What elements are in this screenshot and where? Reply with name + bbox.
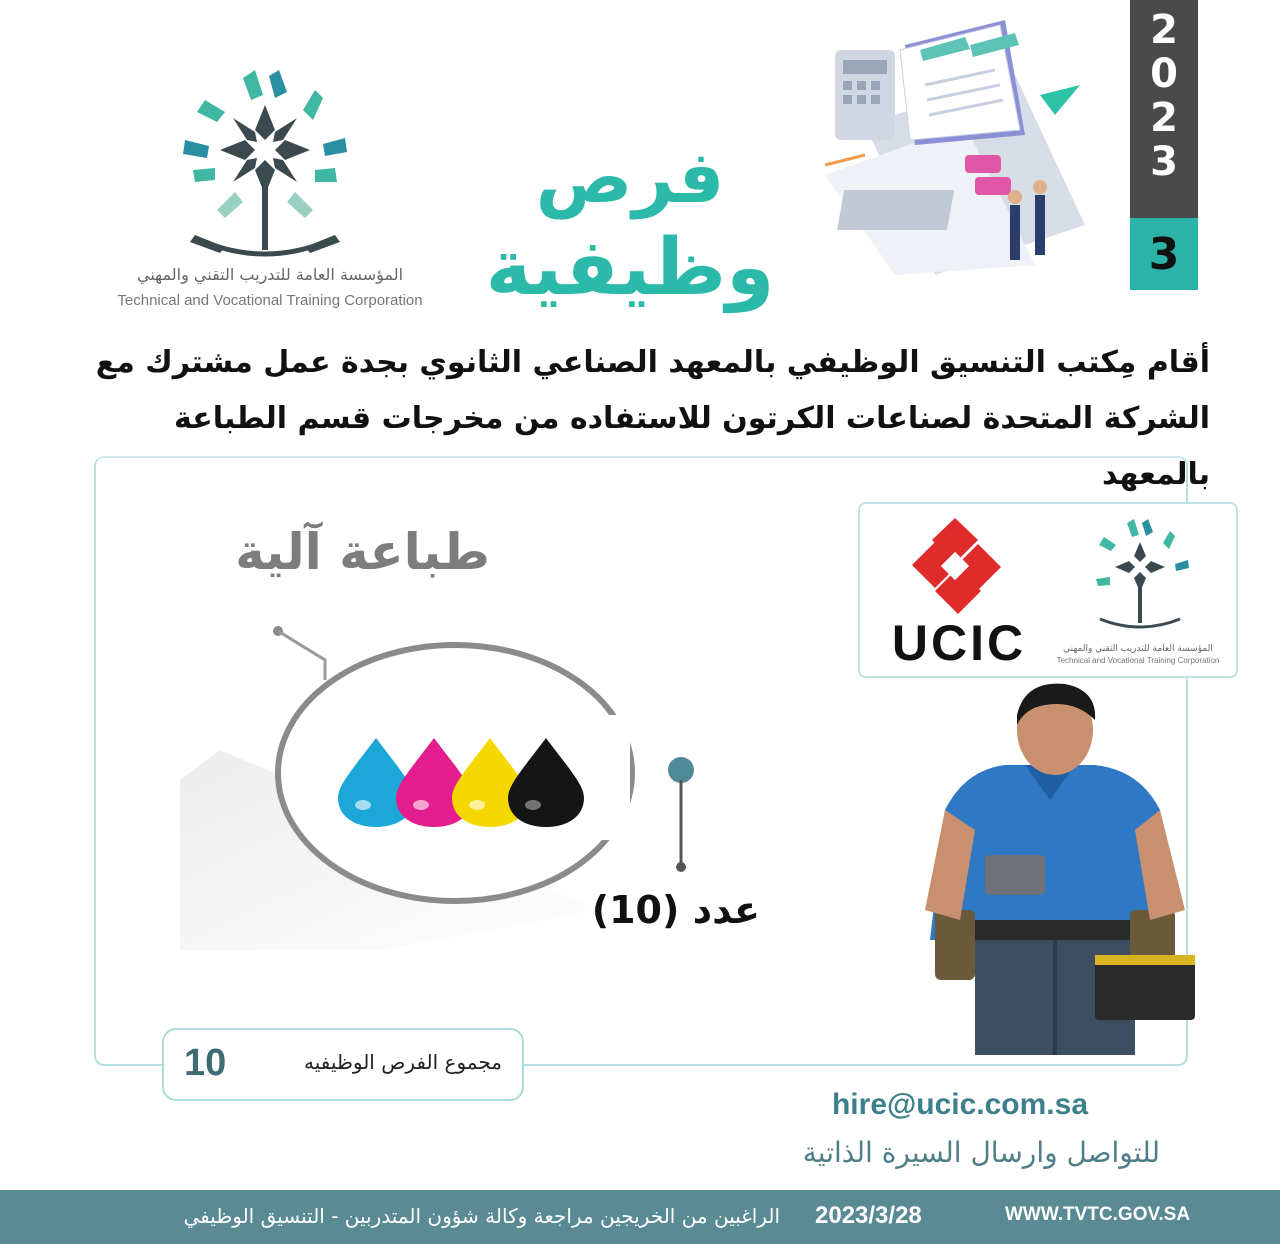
title-line-2: وظيفية: [485, 223, 775, 313]
year-digit: 3: [1150, 139, 1178, 185]
ucic-wordmark: UCIC: [891, 615, 1027, 671]
year-digits: [1130, 8, 1198, 184]
tvtc-star-icon-small: [1085, 512, 1195, 632]
year-digit: 0: [1150, 51, 1178, 97]
partner-logos: [858, 502, 1238, 678]
intro-line-2: الشركة المتحدة لصناعات الكرتون للاستفاده من مخرجات قسم الطباعة بالمعهد: [174, 401, 1210, 492]
total-opportunities-box: [162, 1028, 524, 1101]
specialty-title: طباعة آلية: [235, 523, 490, 581]
year-badge: [1130, 0, 1198, 290]
issue-number: 3: [1130, 218, 1198, 290]
footer-url-link[interactable]: WWW.TVTC.GOV.SA: [1005, 1204, 1191, 1225]
worker-photo: [905, 680, 1200, 1055]
paper-plane-icon: [1040, 85, 1080, 115]
footer-text: الراغبين من الخريجين مراجعة وكالة شؤون المتدربين - التنسيق الوظيفي: [183, 1204, 780, 1228]
partner-tvtc-english: Technical and Vocational Training Corporation: [1056, 656, 1220, 665]
footer-date: 2023/3/28: [815, 1202, 922, 1229]
year-digit: 2: [1150, 95, 1178, 141]
count-label: عدد (10): [591, 888, 760, 932]
intro-line-1: أقام مِكتب التنسيق الوظيفي بالمعهد الصناعي الثانوي بجدة عمل مشترك مع: [95, 345, 1210, 380]
tvtc-star-icon: [90, 60, 450, 260]
year-digit: 2: [1150, 7, 1178, 53]
ucic-logo-icon: [900, 518, 1010, 618]
tvtc-logo: [90, 60, 450, 320]
footer-bar: [0, 1190, 1280, 1244]
partner-tvtc-arabic: المؤسسة العامة للتدريب التقني والمهني: [1063, 644, 1213, 654]
contact-email-link[interactable]: hire@ucic.com.sa: [831, 1088, 1089, 1121]
contact-note: للتواصل وارسال السيرة الذاتية: [802, 1136, 1160, 1169]
total-label: مجموع الفرص الوظيفيه: [304, 1050, 502, 1074]
page-title: [480, 135, 780, 320]
title-line-1: فرص: [535, 135, 725, 219]
logo-english-text: Technical and Vocational Training Corporation: [117, 292, 423, 309]
laptop-illustration: [805, 15, 1105, 275]
logo-arabic-text: المؤسسة العامة للتدريب التقني والمهني: [136, 265, 404, 284]
total-value: 10: [184, 1042, 227, 1084]
